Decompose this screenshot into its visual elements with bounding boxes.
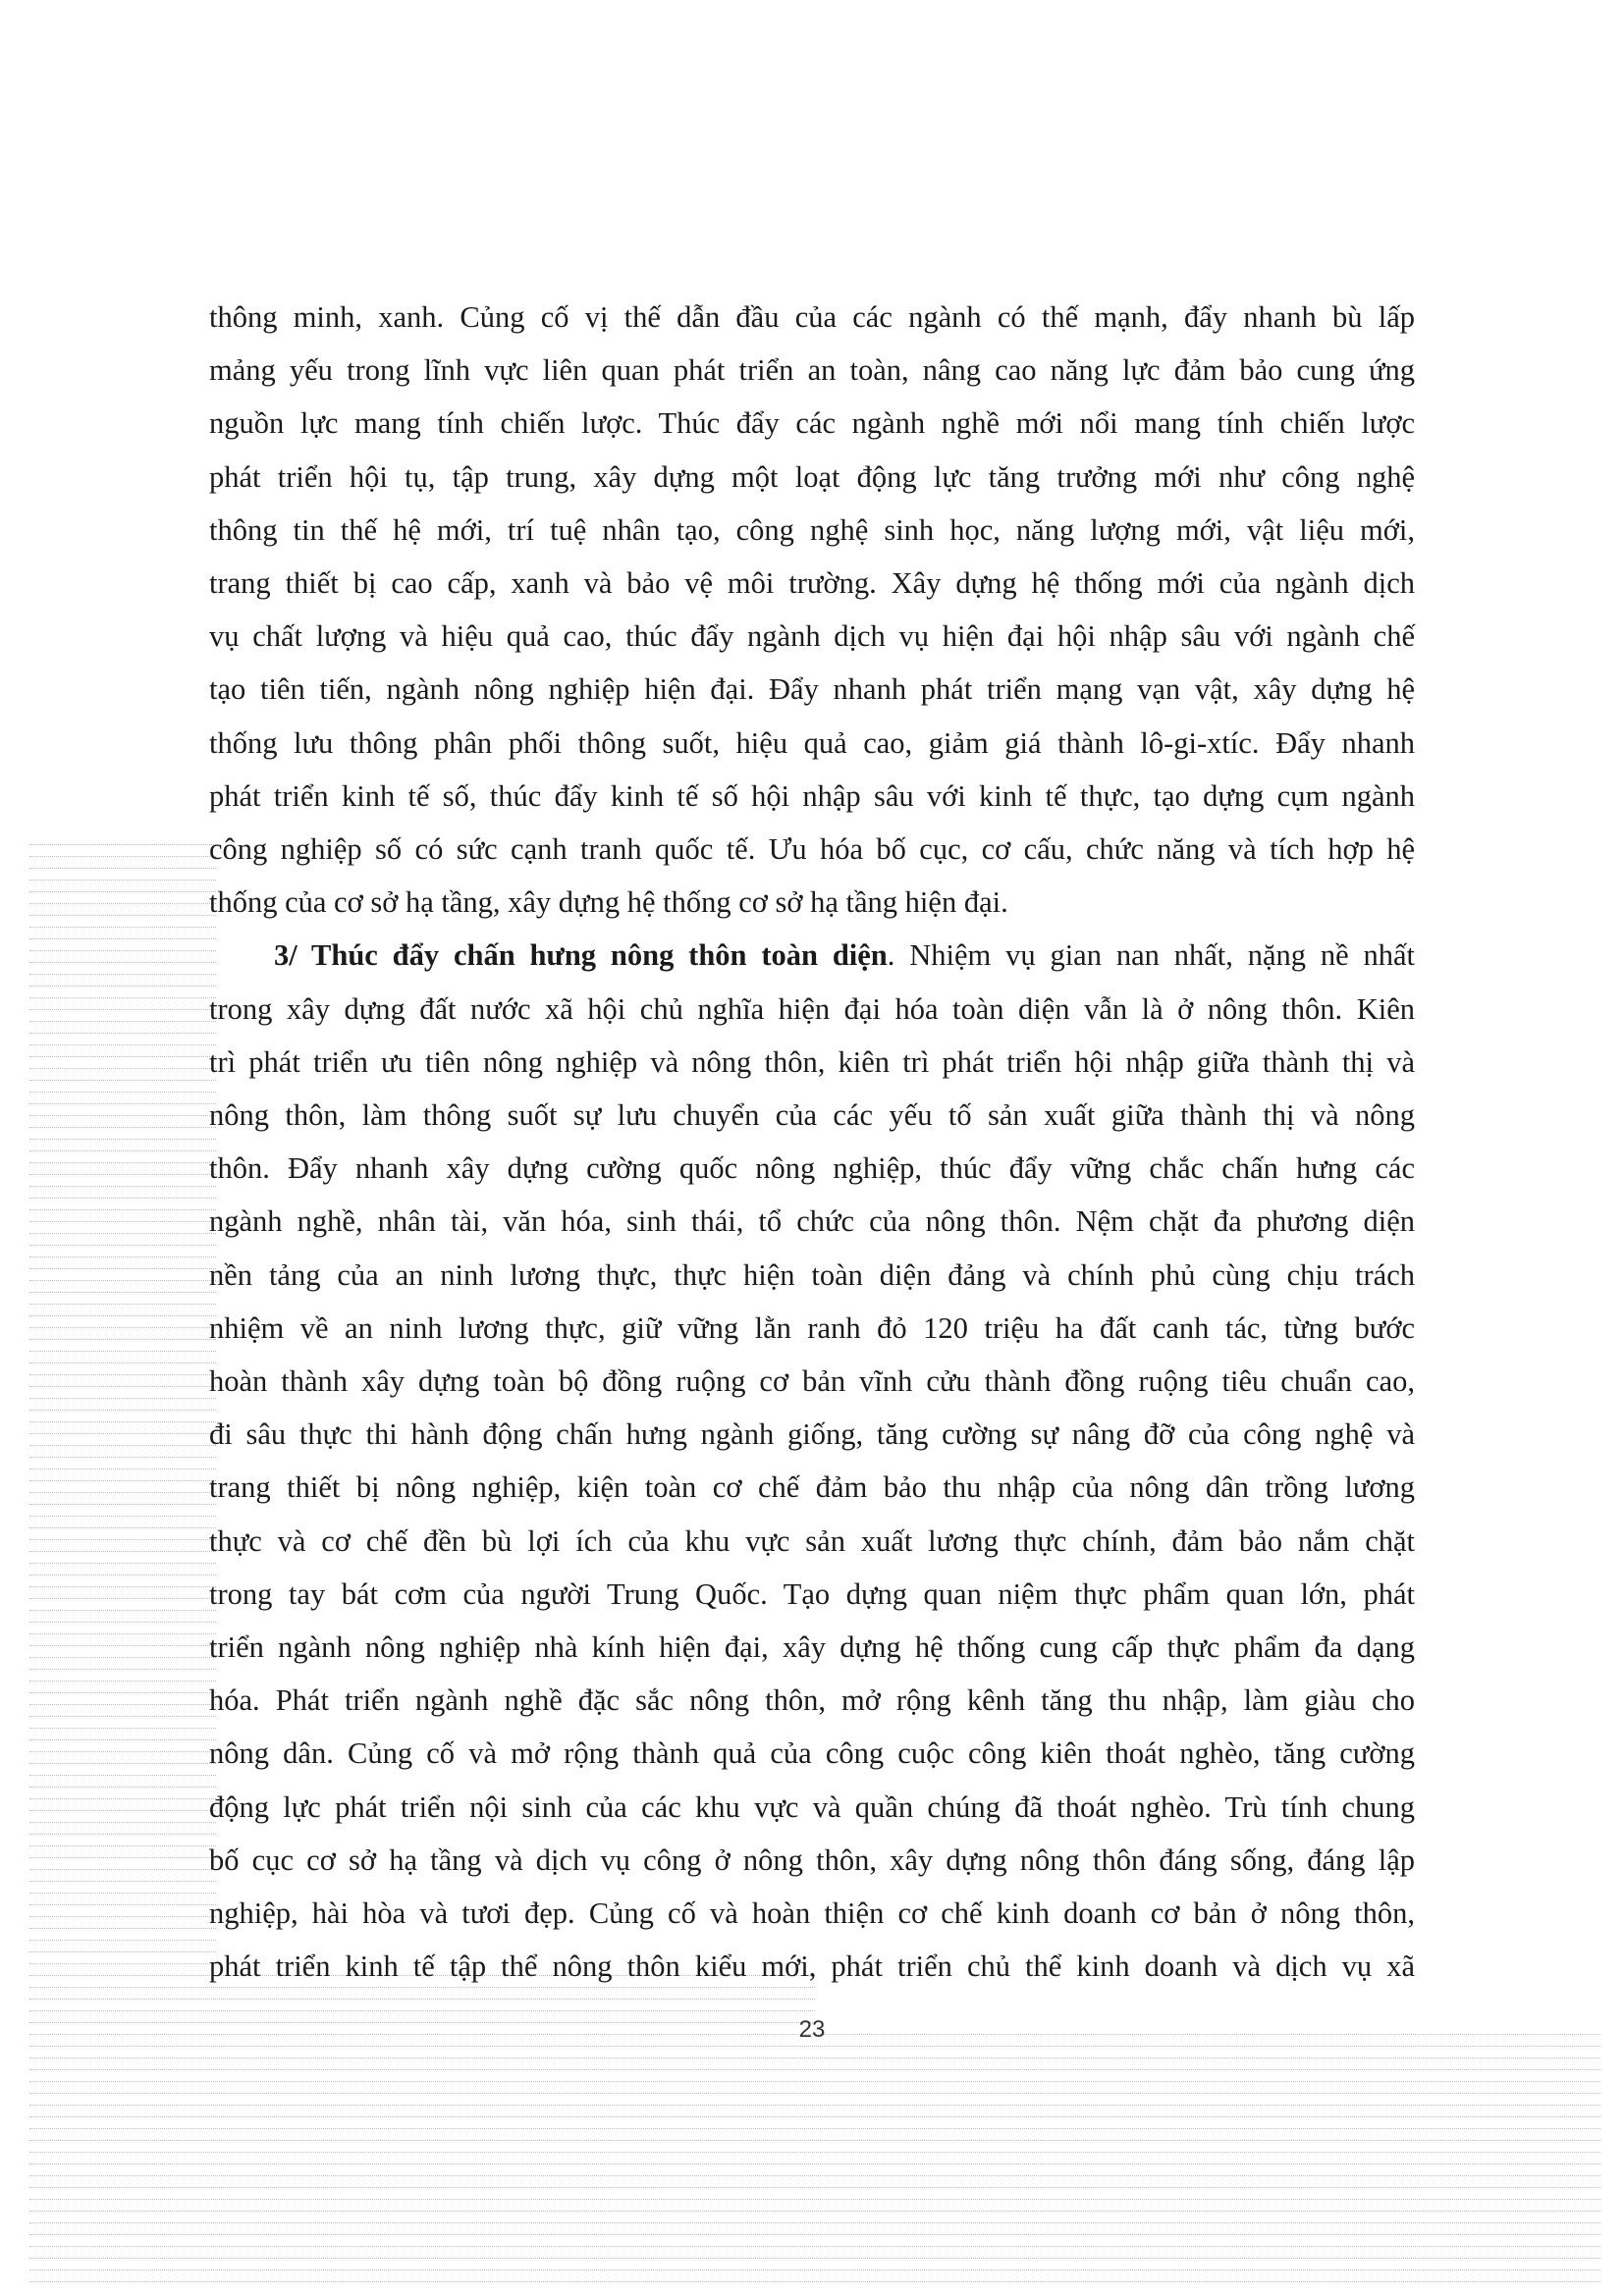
text-line: thông tin thế hệ mới, trí tuệ nhân tạo, công nghệ sinh học, năng lượng mới, vật liệu mới, bbox=[209, 512, 1415, 547]
scan-dot-line bbox=[29, 1198, 216, 1199]
paragraph-continued bbox=[209, 291, 1415, 929]
text-line: nông dân. Củng cố và mở rộng thành quả của công cuộc công kiên thoát nghèo, tăng cường bbox=[209, 1736, 1415, 1771]
scan-dot-line bbox=[29, 938, 216, 939]
scan-dot-line bbox=[29, 1692, 216, 1693]
scan-dot-line bbox=[29, 1551, 216, 1552]
scan-dot-line bbox=[29, 1633, 216, 1634]
text-line: thống của cơ sở hạ tầng, xây dựng hệ thống cơ sở hạ tầng hiện đại. bbox=[209, 885, 1008, 920]
scan-dot-line bbox=[29, 1657, 216, 1658]
text-line: hóa. Phát triển ngành nghề đặc sắc nông thôn, mở rộng kênh tăng thu nhập, làm giàu cho bbox=[209, 1683, 1415, 1718]
scan-dot-line bbox=[29, 1516, 216, 1517]
section-3-heading: 3/ Thúc đẩy chấn hưng nông thôn toàn diện bbox=[274, 938, 888, 973]
text-line: đi sâu thực thi hành động chấn hưng ngành giống, tăng cường sự nâng đỡ của công nghệ và bbox=[209, 1417, 1415, 1452]
scan-dot-line bbox=[29, 1940, 216, 1941]
scan-dot-line bbox=[29, 2258, 1600, 2259]
scan-dot-line bbox=[29, 2081, 1600, 2082]
text-line: phát triển kinh tế số, thúc đẩy kinh tế số hội nhập sâu với kinh tế thực, tạo dựng cụm ngành bbox=[209, 778, 1415, 813]
text-line: công nghiệp số có sức cạnh tranh quốc tế. Ưu hóa bố cục, cơ cấu, chức năng và tích hợp hệ bbox=[209, 832, 1415, 867]
scan-dot-line bbox=[29, 2057, 1600, 2058]
text-line: phát triển kinh tế tập thể nông thôn kiểu mới, phát triển chủ thể kinh doanh và dịch vụ xã bbox=[209, 1949, 1415, 1984]
scan-dot-line bbox=[29, 986, 216, 987]
scan-dot-line bbox=[29, 2187, 1600, 2188]
scan-dot-line bbox=[29, 1268, 216, 1269]
page-number: 23 bbox=[798, 2016, 826, 2043]
scan-dot-line bbox=[29, 2093, 1600, 2094]
scan-dot-line bbox=[29, 1763, 216, 1764]
scan-dot-line bbox=[29, 1563, 216, 1564]
scan-dot-line bbox=[29, 2281, 1600, 2282]
scan-dot-line bbox=[29, 2269, 1600, 2270]
scan-dot-line bbox=[29, 997, 216, 998]
scan-dot-line bbox=[29, 2069, 1600, 2070]
scan-dot-line bbox=[29, 1869, 216, 1870]
scan-dot-line bbox=[29, 1916, 216, 1917]
scan-dot-line bbox=[29, 1433, 216, 1434]
scan-dot-line bbox=[29, 1351, 216, 1352]
scan-dot-line bbox=[29, 1304, 216, 1305]
section-3-first-line-text: . Nhiệm vụ gian nan nhất, nặng nề nhất bbox=[887, 938, 1415, 973]
text-line: vụ chất lượng và hiệu quả cao, thúc đẩy ngành dịch vụ hiện đại hội nhập sâu với ngành chế bbox=[209, 619, 1415, 654]
text-line: phát triển hội tụ, tập trung, xây dựng một loạt động lực tăng trưởng mới như công nghệ bbox=[209, 459, 1415, 494]
scan-dot-line bbox=[29, 1728, 216, 1729]
scan-dot-line bbox=[29, 1457, 216, 1458]
scan-dot-line bbox=[29, 1233, 216, 1234]
scan-dot-line bbox=[29, 1787, 216, 1788]
text-line: thôn. Đẩy nhanh xây dựng cường quốc nông nghiệp, thúc đẩy vững chắc chấn hưng các bbox=[209, 1151, 1415, 1186]
scan-dot-line bbox=[29, 2222, 1600, 2223]
scan-dot-line bbox=[29, 2211, 1600, 2212]
scan-dot-line bbox=[29, 2105, 1600, 2106]
scan-dot-line bbox=[29, 1492, 216, 1493]
scan-dot-line bbox=[29, 2140, 1600, 2141]
scan-dot-line bbox=[29, 1374, 216, 1375]
scan-dot-line bbox=[29, 1822, 216, 1823]
scan-dot-line bbox=[29, 950, 216, 951]
scan-dot-line bbox=[29, 1669, 216, 1670]
scan-dot-line bbox=[29, 927, 216, 928]
scan-dot-line bbox=[29, 1068, 216, 1069]
text-line: thực và cơ chế đền bù lợi ích của khu vực sản xuất lương thực chính, đảm bảo nắm chặt bbox=[209, 1523, 1415, 1558]
scan-dot-line bbox=[29, 1445, 216, 1446]
scan-dot-line bbox=[29, 1951, 216, 1952]
scan-dot-line bbox=[29, 1033, 216, 1034]
text-line: động lực phát triển nội sinh của các khu vực và quần chúng đã thoát nghèo. Trù tính chung bbox=[209, 1789, 1415, 1824]
scan-dot-line bbox=[29, 1610, 216, 1611]
scan-dot-line bbox=[29, 1386, 216, 1387]
text-line: tạo tiên tiến, ngành nông nghiệp hiện đại. Đẩy nhanh phát triển mạng vạn vật, xây dựng hệ bbox=[209, 672, 1415, 707]
scan-dot-line bbox=[29, 1410, 216, 1411]
scan-dot-line bbox=[29, 1527, 216, 1528]
scan-dot-line bbox=[29, 1598, 216, 1599]
scan-dot-line bbox=[29, 1468, 216, 1469]
scan-dot-line bbox=[29, 2128, 1600, 2129]
scan-dot-line bbox=[29, 1504, 216, 1505]
text-line: ngành nghề, nhân tài, văn hóa, sinh thái, tổ chức của nông thôn. Nệm chặt đa phương diện bbox=[209, 1204, 1415, 1239]
scan-dot-line bbox=[29, 1834, 216, 1835]
text-line: nghiệp, hài hòa và tươi đẹp. Củng cố và hoàn thiện cơ chế kinh doanh cơ bản ở nông thôn, bbox=[209, 1896, 1415, 1931]
scan-dot-line bbox=[29, 868, 216, 869]
scan-dot-line bbox=[29, 1739, 216, 1740]
scan-dot-line bbox=[29, 1092, 216, 1093]
scan-dot-line bbox=[29, 1751, 216, 1752]
scan-dot-line bbox=[29, 1292, 216, 1293]
scan-dot-line bbox=[29, 1398, 216, 1399]
text-line: nền tảng của an ninh lương thực, thực hiện toàn diện đảng và chính phủ cùng chịu trách bbox=[209, 1257, 1415, 1292]
scan-dot-line bbox=[29, 915, 216, 916]
text-line: thống lưu thông phân phối thông suốt, hiệu quả cao, giảm giá thành lô-gi-xtíc. Đẩy nhanh bbox=[209, 725, 1415, 760]
scan-dot-line bbox=[29, 2199, 1600, 2200]
scan-dot-line bbox=[29, 856, 216, 857]
scan-dot-line bbox=[29, 2163, 1600, 2164]
scan-dot-line bbox=[29, 1150, 216, 1151]
scan-dot-line bbox=[29, 1139, 216, 1140]
scan-dot-line bbox=[29, 1209, 216, 1210]
scan-dot-line bbox=[29, 1881, 216, 1882]
scan-dot-line bbox=[29, 1021, 216, 1022]
scan-dot-line bbox=[29, 1221, 216, 1222]
text-line: hoàn thành xây dựng toàn bộ đồng ruộng cơ bản vĩnh cửu thành đồng ruộng tiêu chuẩn cao, bbox=[209, 1364, 1415, 1399]
scan-dot-line bbox=[29, 1044, 216, 1045]
scan-dot-line bbox=[29, 1280, 216, 1281]
scan-dot-line bbox=[29, 844, 216, 845]
scan-dot-line bbox=[29, 1645, 216, 1646]
scan-dot-line bbox=[29, 903, 216, 904]
text-line: triển ngành nông nghiệp nhà kính hiện đại, xây dựng hệ thống cung cấp thực phẩm đa dạng bbox=[209, 1630, 1415, 1665]
scan-dot-line bbox=[29, 1315, 216, 1316]
scan-dot-line bbox=[29, 1009, 216, 1010]
text-line: thông minh, xanh. Củng cố vị thế dẫn đầu của các ngành có thế mạnh, đẩy nhanh bù lấp bbox=[209, 300, 1415, 334]
scan-dot-line bbox=[29, 1857, 216, 1858]
scan-dot-line bbox=[29, 1056, 216, 1057]
scan-dot-line bbox=[29, 1362, 216, 1363]
scan-dot-line bbox=[29, 1127, 216, 1128]
scan-dot-line bbox=[29, 1162, 216, 1163]
section-3-first-line bbox=[209, 929, 1415, 982]
scan-dot-line bbox=[29, 1115, 216, 1116]
scan-dot-line bbox=[29, 1186, 216, 1187]
text-line: trong xây dựng đất nước xã hội chủ nghĩa hiện đại hóa toàn diện vẫn là ở nông thôn. Kiên bbox=[209, 991, 1415, 1026]
scan-dot-line bbox=[29, 1421, 216, 1422]
text-line: trang thiết bị nông nghiệp, kiện toàn cơ chế đảm bảo thu nhập của nông dân trồng lương bbox=[209, 1470, 1415, 1505]
scan-dot-line bbox=[29, 1928, 216, 1929]
text-line: nguồn lực mang tính chiến lược. Thúc đẩy các ngành nghề mới nổi mang tính chiến lược bbox=[209, 406, 1415, 441]
text-line: mảng yếu trong lĩnh vực liên quan phát triển an toàn, nâng cao năng lực đảm bảo cung ứng bbox=[209, 353, 1415, 388]
scan-dot-line bbox=[29, 1999, 815, 2000]
scan-dot-line bbox=[29, 1174, 216, 1175]
scan-dot-line bbox=[29, 2152, 1600, 2153]
scan-dot-line bbox=[29, 1339, 216, 1340]
scan-dot-line bbox=[29, 1798, 216, 1799]
text-line: nông thôn, làm thông suốt sự lưu chuyển của các yếu tố sản xuất giữa thành thị và nông bbox=[209, 1098, 1415, 1133]
scan-dot-line bbox=[29, 2010, 815, 2011]
paragraph-section-3 bbox=[209, 929, 1415, 1993]
page-body bbox=[209, 291, 1415, 1994]
scan-dot-line bbox=[29, 1480, 216, 1481]
scan-dot-line bbox=[29, 1775, 216, 1776]
scan-dot-line bbox=[29, 1893, 216, 1894]
scan-dot-line bbox=[29, 1716, 216, 1717]
scan-dot-line bbox=[29, 1904, 216, 1905]
scan-dot-line bbox=[29, 974, 216, 975]
text-line: trang thiết bị cao cấp, xanh và bảo vệ môi trường. Xây dựng hệ thống mới của ngành dịch bbox=[209, 566, 1415, 601]
scan-dot-line bbox=[29, 1704, 216, 1705]
scan-dot-line bbox=[29, 880, 216, 881]
text-line: nhiệm về an ninh lương thực, giữ vững lằn ranh đỏ 120 triệu ha đất canh tác, từng bước bbox=[209, 1310, 1415, 1345]
scan-dot-line bbox=[29, 2116, 1600, 2117]
scan-dot-line bbox=[29, 2246, 1600, 2247]
scan-dot-line bbox=[29, 1103, 216, 1104]
scan-dot-line bbox=[29, 1845, 216, 1846]
scan-dot-line bbox=[29, 1586, 216, 1587]
scan-dot-line bbox=[29, 1256, 216, 1257]
scan-dot-line bbox=[29, 1963, 216, 1964]
scan-dot-line bbox=[29, 1327, 216, 1328]
scan-dot-line bbox=[29, 1539, 216, 1540]
scan-dot-line bbox=[29, 1681, 216, 1682]
text-line: trong tay bát cơm của người Trung Quốc. Tạo dựng quan niệm thực phẩm quan lớn, phát bbox=[209, 1576, 1415, 1611]
scan-dot-line bbox=[29, 1245, 216, 1246]
scan-dot-line bbox=[29, 1810, 216, 1811]
scan-dot-line bbox=[29, 962, 216, 963]
text-line: bố cục cơ sở hạ tầng và dịch vụ công ở nông thôn, xây dựng nông thôn đáng sống, đáng lập bbox=[209, 1842, 1415, 1877]
scan-dot-line bbox=[29, 1622, 216, 1623]
scan-dot-line bbox=[29, 2175, 1600, 2176]
scan-dot-line bbox=[29, 1080, 216, 1081]
scan-dot-line bbox=[29, 2234, 1600, 2235]
text-line: trì phát triển ưu tiên nông nghiệp và nông thôn, kiên trì phát triển hội nhập giữa thành thị và bbox=[209, 1044, 1415, 1079]
scan-dot-line bbox=[29, 2046, 1600, 2047]
scan-dot-line bbox=[29, 891, 216, 892]
